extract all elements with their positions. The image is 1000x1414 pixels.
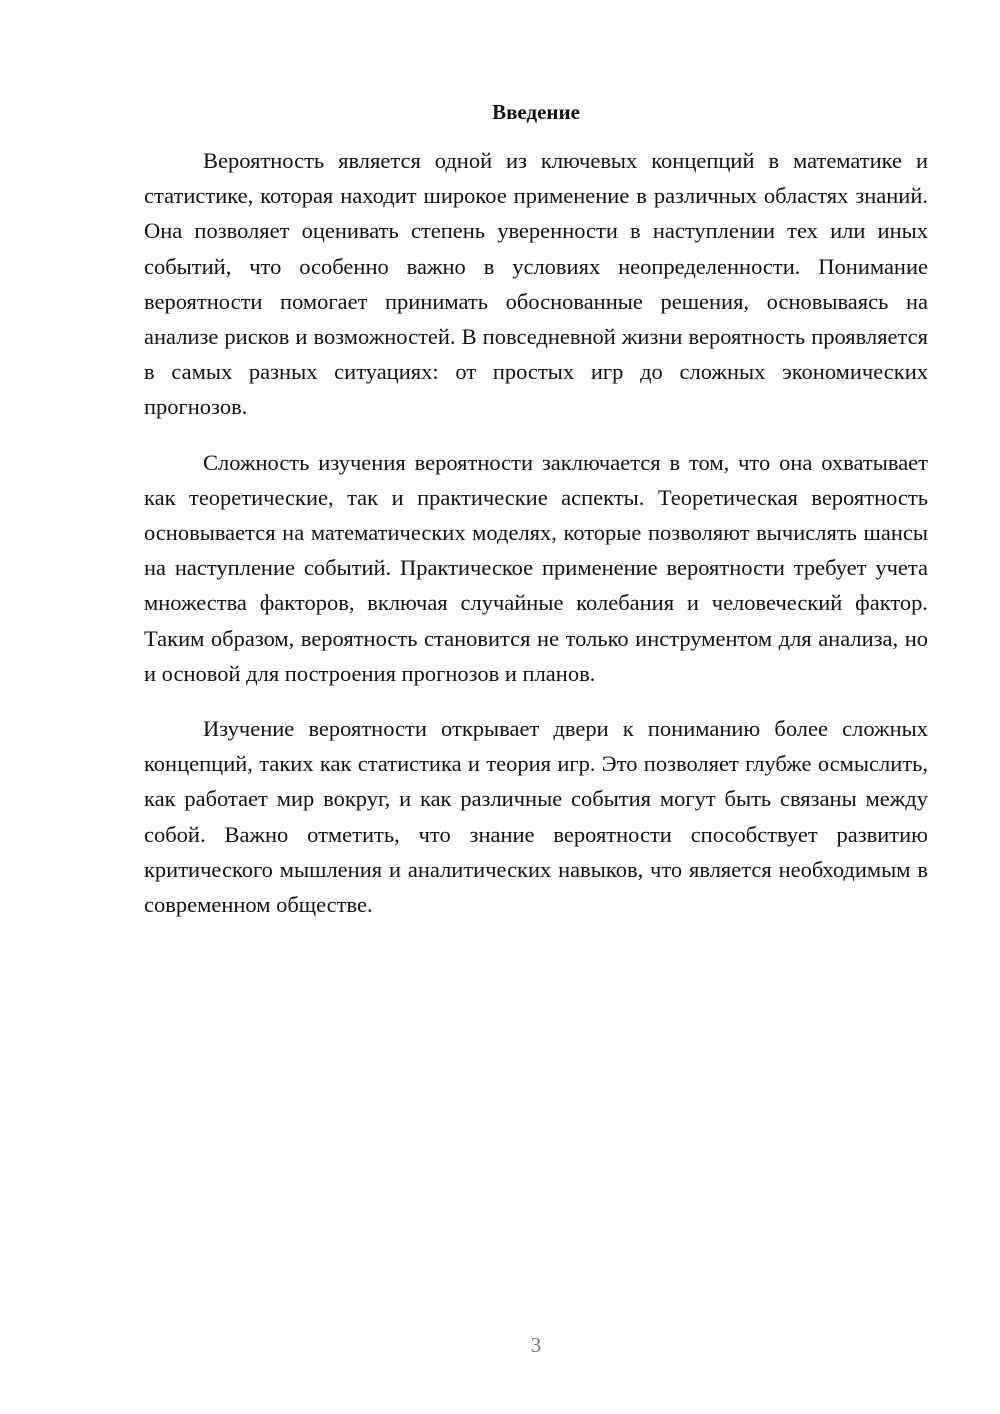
document-body	[144, 143, 928, 942]
paragraph-3: Изучение вероятности открывает двери к пониманию более сложных концепций, таких как статистика и теория игр. Это позволяет глубже осмыслить, как работает мир вокруг, и как различные события могут быть связаны между собой. Важно отметить, что знание вероятности способствует развитию критического мышления и аналитических навыков, что является необходимым в современном обществе.	[144, 716, 928, 918]
paragraph-1: Вероятность является одной из ключевых концепций в математике и статистике, которая находит широкое применение в различных областях знаний. Она позволяет оценивать степень уверенности в наступлении тех или иных событий, что особенно важно в условиях неопределенности. Понимание вероятности помогает принимать обоснованные решения, основываясь на анализе рисков и возможностей. В повседневной жизни вероятность проявляется в самых разных ситуациях: от простых игр до сложных экономических прогнозов.	[144, 148, 928, 420]
section-heading: Введение	[492, 100, 580, 124]
paragraph-2: Сложность изучения вероятности заключается в том, что она охватывает как теоретические, так и практические аспекты. Теоретическая вероятность основывается на математических моделях, которые позволяют вычислять шансы на наступление событий. Практическое применение вероятности требует учета множества факторов, включая случайные колебания и человеческий фактор. Таким образом, вероятность становится не только инструментом для анализа, но и основой для построения прогнозов и планов.	[144, 449, 928, 686]
page-number: 3	[530, 1333, 542, 1357]
